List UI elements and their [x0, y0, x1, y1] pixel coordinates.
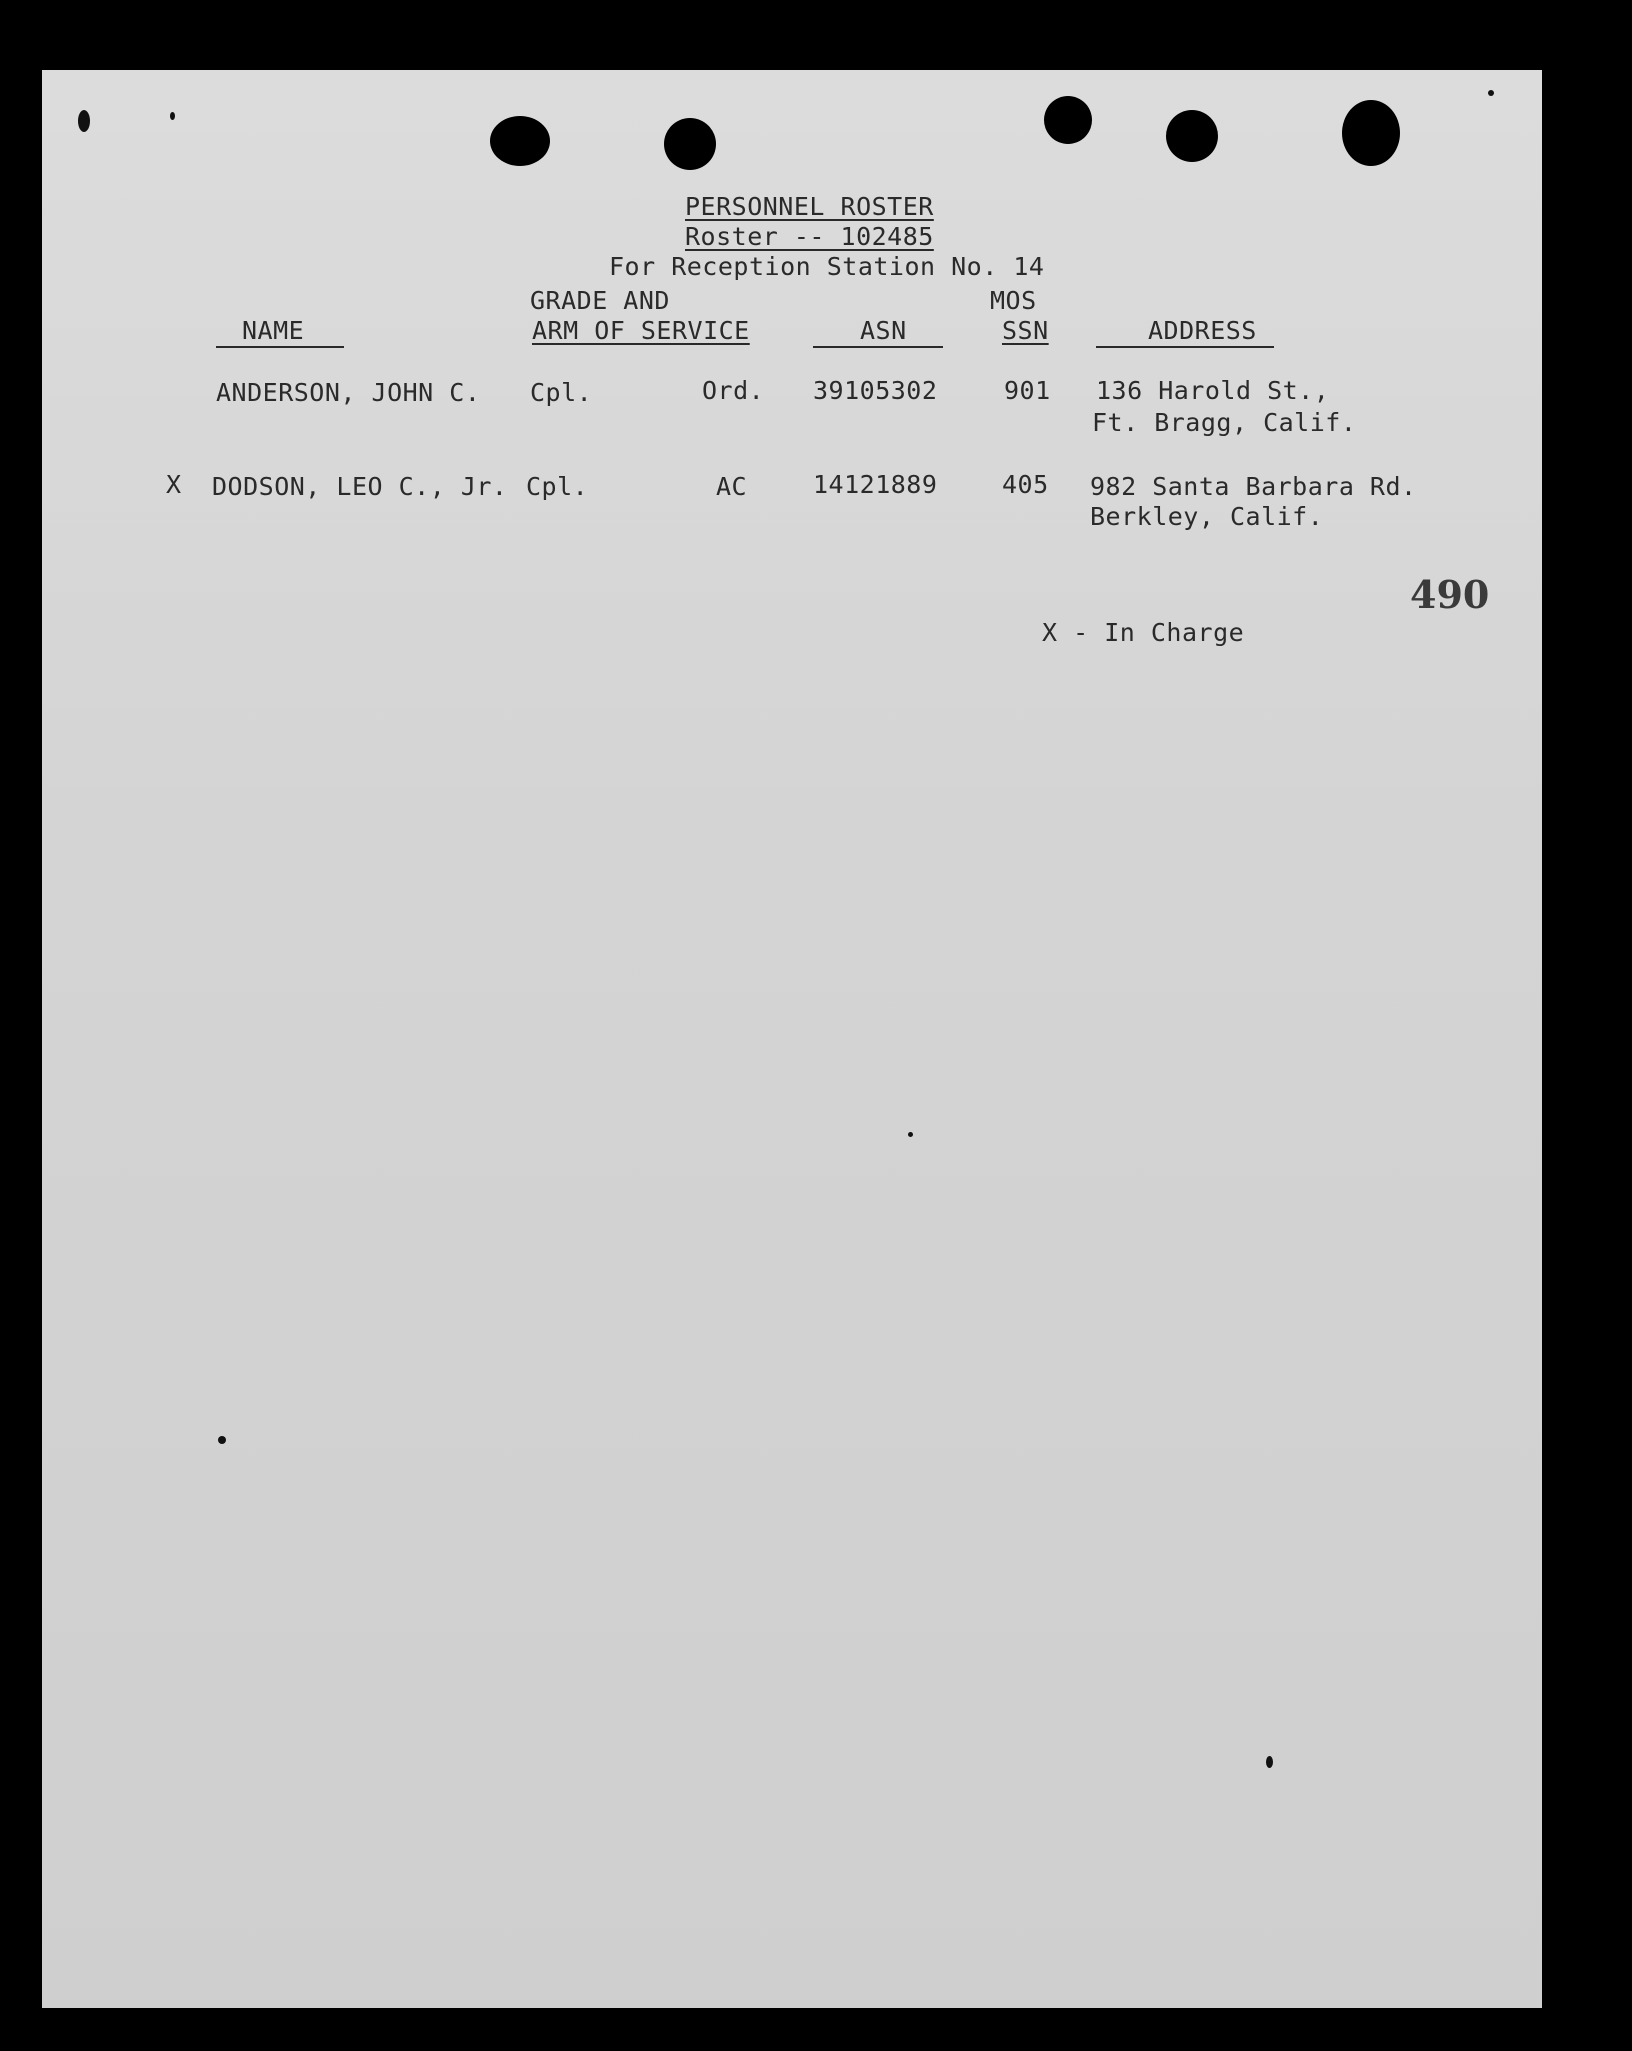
- roster-number: Roster -- 102485: [685, 222, 934, 251]
- column-header-mos: MOS: [990, 286, 1037, 315]
- column-header-rule: [1096, 346, 1274, 348]
- punch-hole: [490, 116, 550, 166]
- paper-speck: [1266, 1756, 1273, 1768]
- row-asn: 39105302: [813, 376, 938, 405]
- row-address-line2: Berkley, Calif.: [1090, 502, 1324, 531]
- row-arm: AC: [716, 472, 748, 501]
- row-address-line1: 982 Santa Barbara Rd.: [1090, 472, 1417, 501]
- row-name: ANDERSON, JOHN C.: [216, 378, 481, 407]
- row-arm: Ord.: [702, 376, 765, 405]
- paper-speck: [1488, 90, 1494, 96]
- paper-speck: [78, 110, 90, 132]
- punch-hole: [664, 118, 716, 170]
- column-header-address: ADDRESS: [1148, 316, 1257, 345]
- document-page: [42, 70, 1542, 2008]
- column-header-grade-bottom: ARM OF SERVICE: [532, 316, 750, 345]
- row-grade: Cpl.: [530, 378, 593, 407]
- roster-title: PERSONNEL ROSTER: [685, 192, 934, 221]
- row-grade: Cpl.: [526, 472, 589, 501]
- punch-hole: [1342, 100, 1400, 166]
- punch-hole: [1044, 96, 1092, 144]
- row-name: DODSON, LEO C., Jr.: [212, 472, 508, 501]
- punch-hole: [1166, 110, 1218, 162]
- column-header-ssn: SSN: [1002, 316, 1049, 345]
- row-asn: 14121889: [813, 470, 938, 499]
- row-address-line2: Ft. Bragg, Calif.: [1092, 408, 1357, 437]
- paper-speck: [218, 1436, 226, 1444]
- in-charge-legend: X - In Charge: [1042, 618, 1245, 647]
- column-header-asn: ASN: [860, 316, 907, 345]
- paper-speck: [908, 1132, 913, 1137]
- in-charge-mark: X: [166, 470, 182, 499]
- row-address-line1: 136 Harold St.,: [1096, 376, 1330, 405]
- station-line: For Reception Station No. 14: [609, 252, 1045, 281]
- row-mos: 405: [1002, 470, 1049, 499]
- column-header-rule: [216, 346, 344, 348]
- column-header-name: NAME: [242, 316, 305, 345]
- paper-speck: [170, 112, 175, 120]
- row-mos: 901: [1004, 376, 1051, 405]
- column-header-rule: [813, 346, 943, 348]
- column-header-grade-top: GRADE AND: [530, 286, 670, 315]
- page-number-stamp: 490: [1410, 572, 1490, 617]
